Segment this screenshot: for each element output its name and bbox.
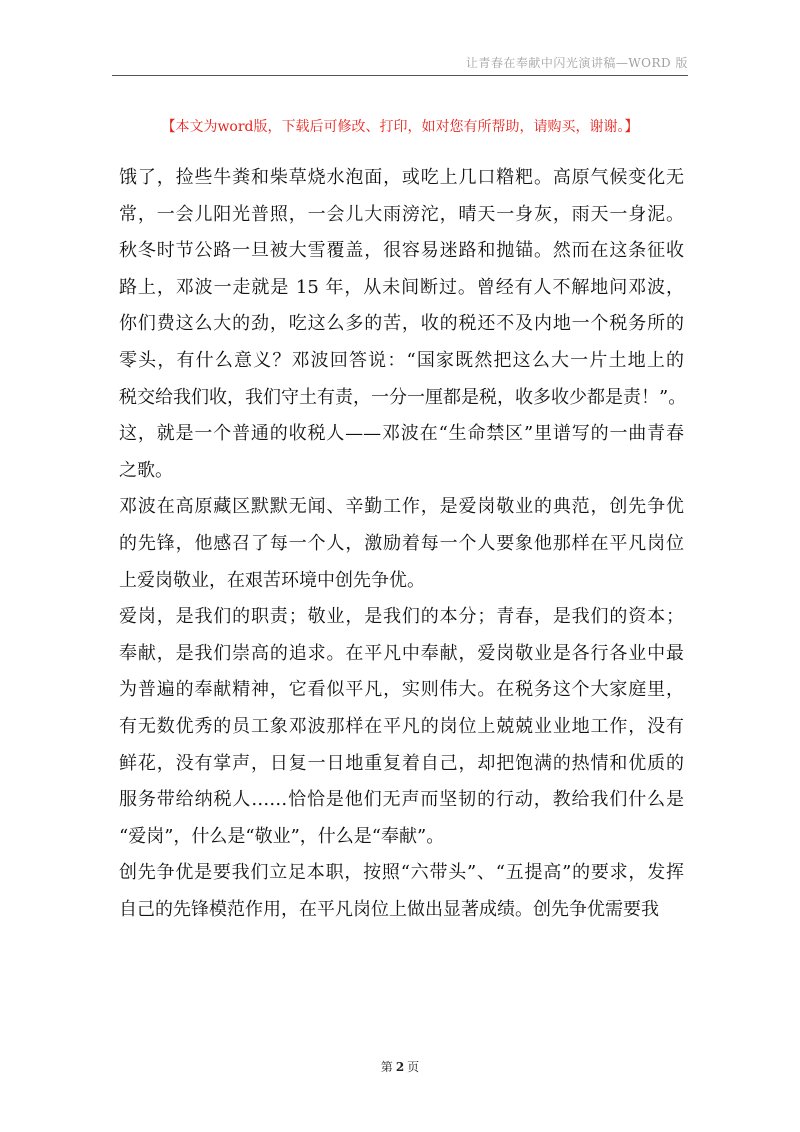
text-line: 自己的先锋模范作用，在平凡岗位上做出显著成绩。创先争优需要我 <box>119 898 659 920</box>
paragraph <box>119 489 684 599</box>
text-line: 为普遍的奉献精神，它看似平凡，实则伟大。在税务这个大家庭里， <box>119 679 684 701</box>
paragraph <box>119 855 684 928</box>
header-title: 让青春在奉献中闪光演讲稿—WORD 版 <box>465 56 688 70</box>
header-divider <box>112 75 688 76</box>
text-line: 路上，邓波一走就是 15 年，从未间断过。曾经有人不解地问邓波， <box>119 276 684 298</box>
text-line: 服务带给纳税人……恰恰是他们无声而坚韧的行动，教给我们什么是 <box>119 789 684 811</box>
text-line: 奉献，是我们崇高的追求。在平凡中奉献，爱岗敬业是各行各业中最 <box>119 642 684 664</box>
text-line: 这，就是一个普通的收税人——邓波在“生命禁区”里谱写的一曲青春 <box>119 423 684 445</box>
text-line: 常，一会儿阳光普照，一会儿大雨滂沱，晴天一身灰，雨天一身泥。 <box>119 203 684 225</box>
page-number: 2 <box>395 1060 405 1074</box>
text-line: 有无数优秀的员工象邓波那样在平凡的岗位上兢兢业业地工作，没有 <box>119 715 684 737</box>
body-text <box>119 160 687 928</box>
footer-prefix: 第 <box>380 1060 393 1074</box>
text-line: 的先锋，他感召了每一个人，激励着每一个人要象他那样在平凡岗位 <box>119 532 684 554</box>
page-footer <box>0 1058 800 1075</box>
text-line: 你们费这么大的劲，吃这么多的苦，收的税还不及内地一个税务所的 <box>119 313 684 335</box>
text-line: 秋冬时节公路一旦被大雪覆盖，很容易迷路和抛锚。然而在这条征收 <box>119 240 684 262</box>
text-line: 创先争优是要我们立足本职，按照“六带头”、“五提高”的要求，发挥 <box>119 862 684 884</box>
text-line: 饿了，捡些牛粪和柴草烧水泡面，或吃上几口糌粑。高原气候变化无 <box>119 167 684 188</box>
paragraph <box>119 599 684 855</box>
text-line: 之歌。 <box>119 459 173 481</box>
text-line: “爱岗”，什么是“敬业”，什么是“奉献”。 <box>119 825 445 847</box>
text-line: 零头，有什么意义？邓波回答说：“国家既然把这么大一片土地上的 <box>119 349 684 371</box>
text-line: 鲜花，没有掌声，日复一日地重复着自己，却把饱满的热情和优质的 <box>119 752 684 774</box>
text-line: 爱岗，是我们的职责；敬业，是我们的本分；青春，是我们的资本； <box>119 606 684 628</box>
text-line: 邓波在高原藏区默默无闻、辛勤工作，是爱岗敬业的典范，创先争优 <box>119 496 684 518</box>
download-notice: 【本文为word版，下载后可修改、打印，如对您有所帮助，请购买，谢谢。】 <box>161 119 639 135</box>
text-line: 税交给我们收，我们守土有责，一分一厘都是税，收多收少都是责！”。 <box>119 386 687 408</box>
paragraph <box>119 160 687 489</box>
text-line: 上爱岗敬业，在艰苦环境中创先争优。 <box>119 569 425 591</box>
footer-suffix: 页 <box>407 1060 420 1074</box>
